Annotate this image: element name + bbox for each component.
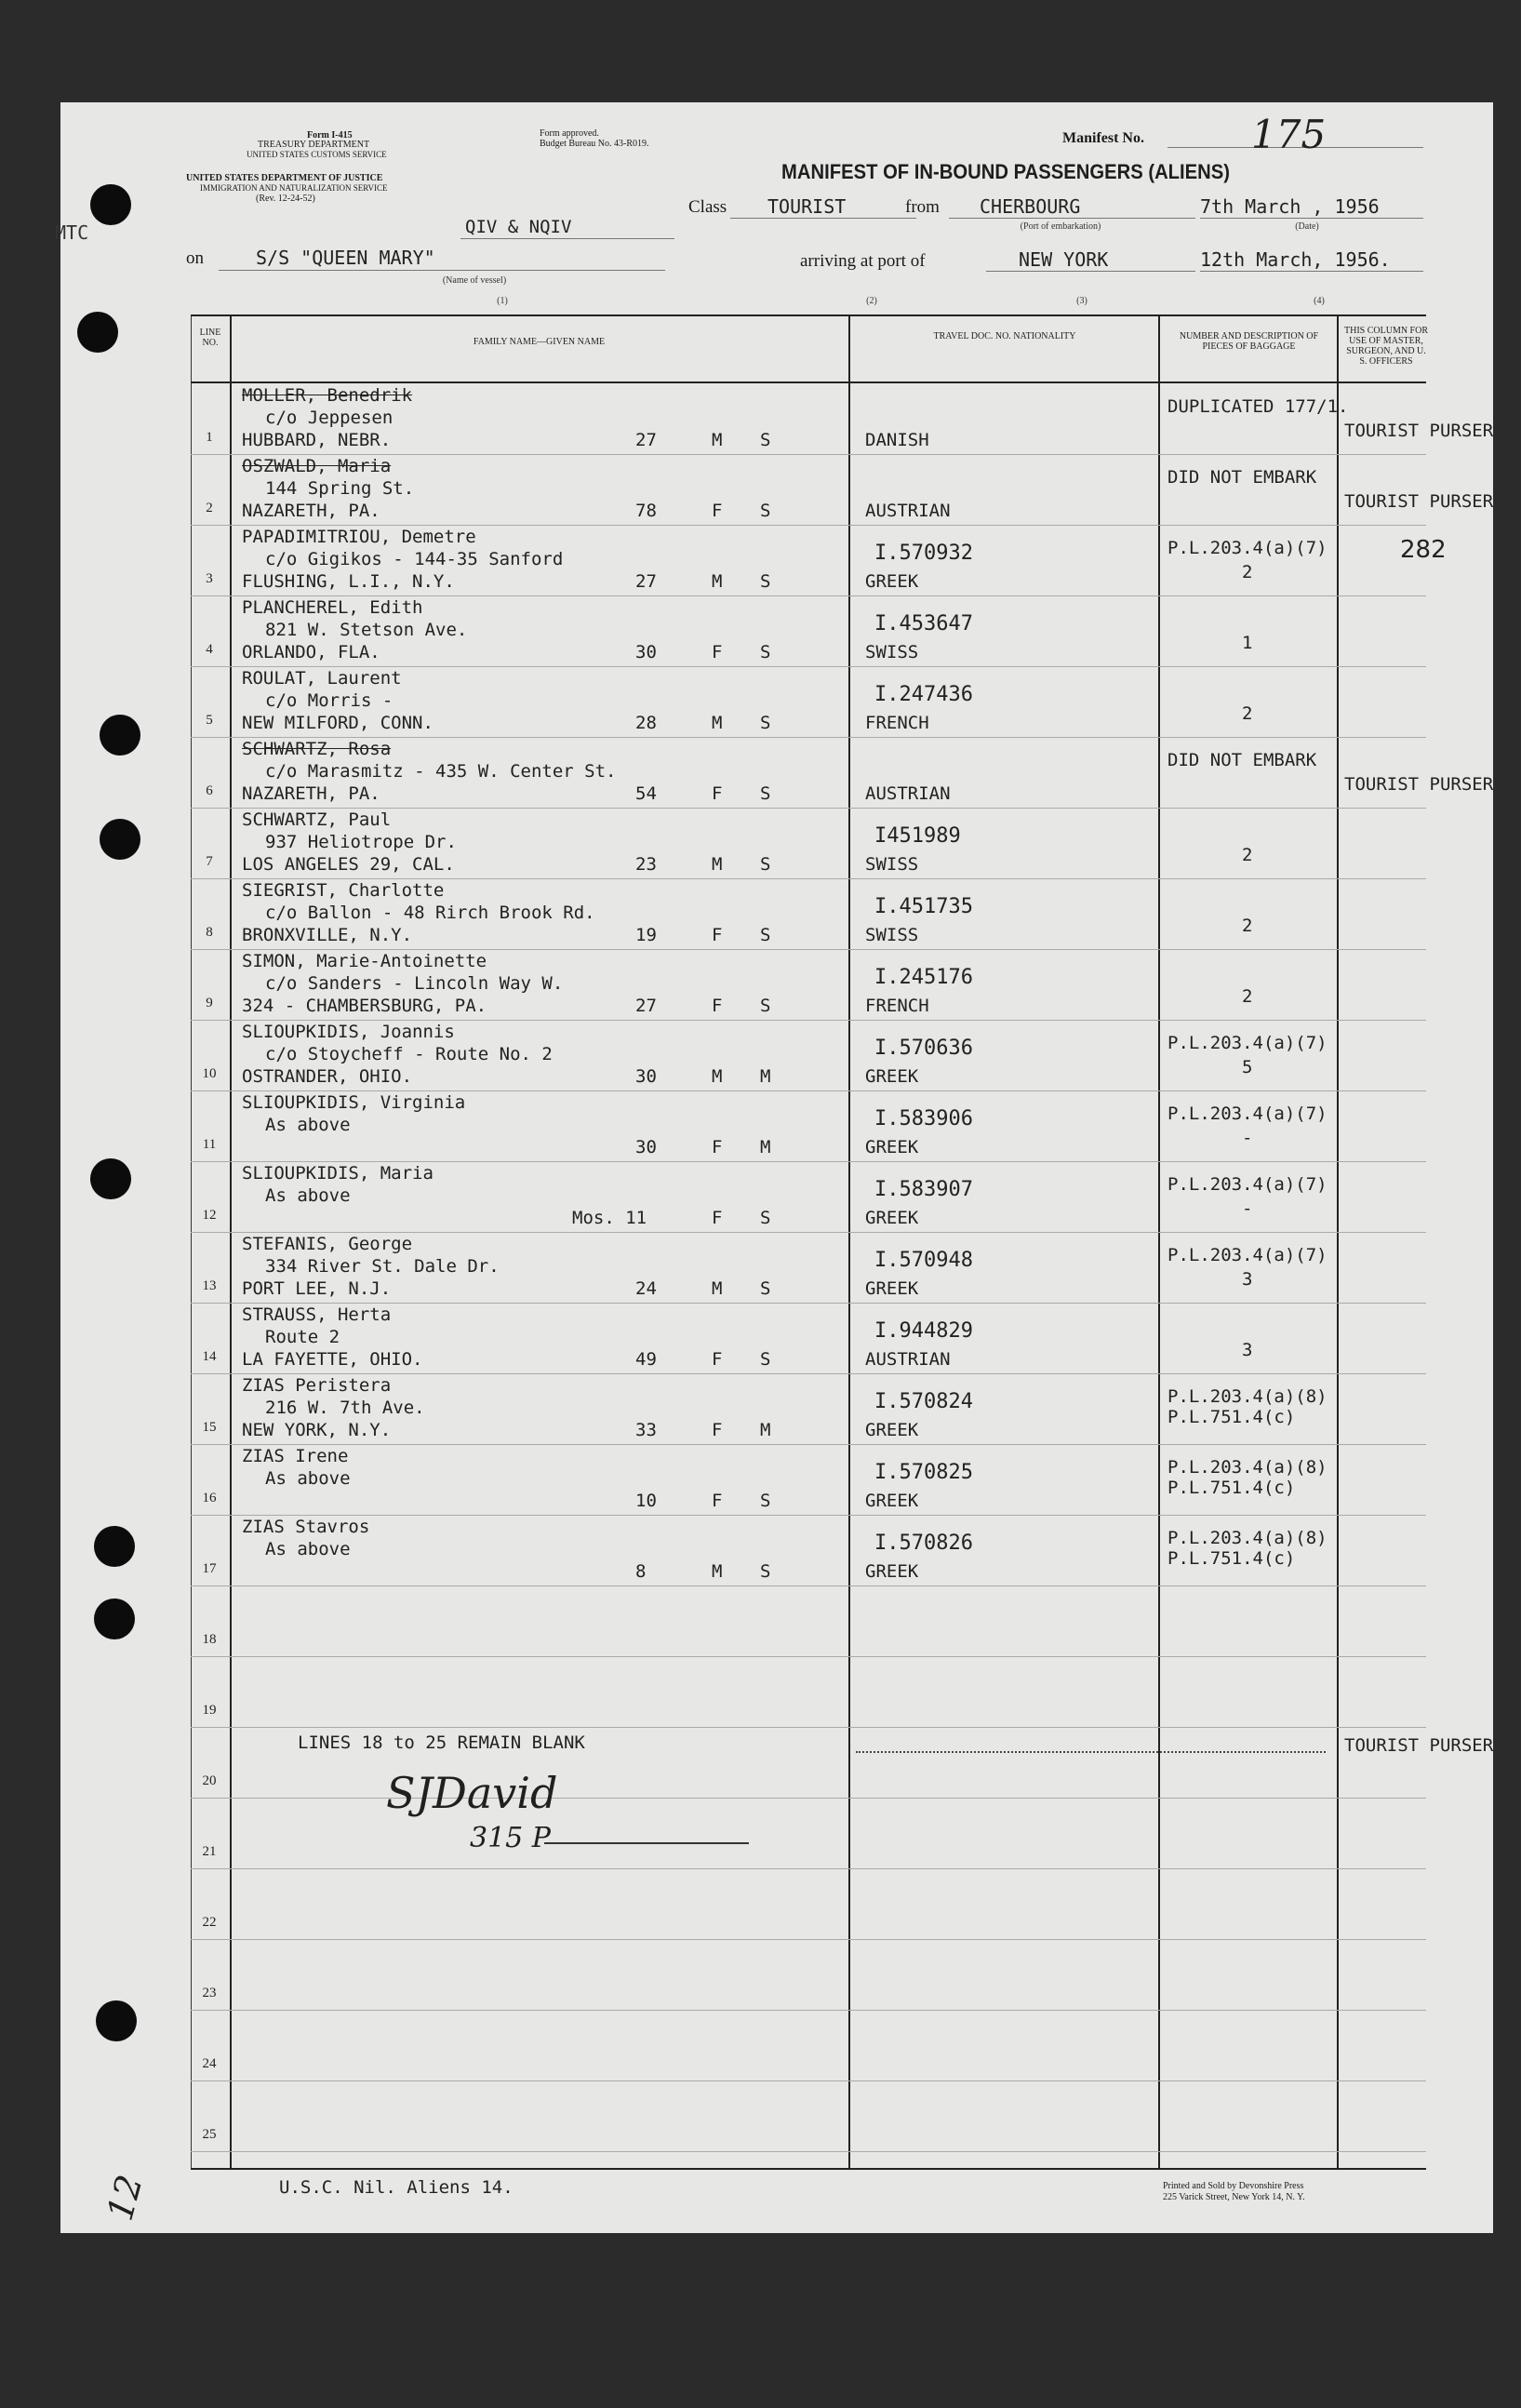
age: 27 <box>635 571 657 592</box>
col-header-baggage: NUMBER AND DESCRIPTION OF PIECES OF BAGGAGE <box>1179 331 1319 352</box>
officer-column: 282 <box>1400 536 1447 564</box>
baggage-line-1: P.L.203.4(a)(7) <box>1167 1033 1328 1053</box>
address-line: As above <box>265 1539 351 1559</box>
line-number: 16 <box>202 1491 217 1505</box>
baggage-line-1: P.L.203.4(a)(7) <box>1167 538 1328 558</box>
travel-doc: I451989 <box>874 824 961 848</box>
marital-status: S <box>760 642 771 662</box>
line-number: 1 <box>206 430 213 445</box>
arriving-label: arriving at port of <box>800 251 926 271</box>
city-line: NAZARETH, PA. <box>242 501 380 521</box>
address-line: Route 2 <box>265 1327 340 1347</box>
marital-status: S <box>760 783 771 804</box>
address-line: c/o Marasmitz - 435 W. Center St. <box>265 761 617 782</box>
line-number: 15 <box>202 1420 217 1435</box>
address-line: As above <box>265 1115 351 1135</box>
manifest-title: MANIFEST OF IN-BOUND PASSENGERS (ALIENS) <box>781 160 1231 183</box>
travel-doc: I.247436 <box>874 683 973 706</box>
age: 30 <box>635 642 657 662</box>
baggage-line-2: 3 <box>1242 1269 1253 1290</box>
baggage-line-1: P.L.203.4(a)(7) <box>1167 1174 1328 1195</box>
approval-line-2: Budget Bureau No. 43-R019. <box>540 139 649 149</box>
city-line: ORLANDO, FLA. <box>242 642 380 662</box>
table-row <box>191 1090 1426 1161</box>
sex: M <box>712 1066 723 1087</box>
passenger-name: SLIOUPKIDIS, Virginia <box>242 1092 466 1113</box>
baggage-line-1: DID NOT EMBARK <box>1167 750 1317 770</box>
sex: F <box>712 1349 723 1370</box>
baggage-line-1: DUPLICATED 177/1. <box>1167 396 1349 417</box>
travel-doc: I.583907 <box>874 1178 973 1201</box>
marital-status: M <box>760 1066 771 1087</box>
punch-hole <box>100 819 140 860</box>
mtc-mark: MTC <box>55 221 89 244</box>
line-number: 4 <box>206 642 213 657</box>
sex: F <box>712 1491 723 1511</box>
col-header-name: FAMILY NAME—GIVEN NAME <box>473 337 606 347</box>
age: 28 <box>635 713 657 733</box>
nationality: GREEK <box>865 1491 919 1511</box>
printer-line-1: Printed and Sold by Devonshire Press <box>1163 2181 1304 2191</box>
line-number: 17 <box>202 1561 217 1576</box>
city-line: PORT LEE, N.J. <box>242 1278 392 1299</box>
travel-doc: I.570825 <box>874 1461 973 1484</box>
table-row <box>191 737 1494 808</box>
age: 33 <box>635 1420 657 1440</box>
age: 27 <box>635 996 657 1016</box>
sex: F <box>712 501 723 521</box>
baggage-line-2: 5 <box>1242 1057 1253 1077</box>
city-line: NEW YORK, N.Y. <box>242 1420 392 1440</box>
table-row <box>191 1020 1426 1090</box>
baggage-line-2: 2 <box>1242 916 1253 936</box>
baggage-line-1: DID NOT EMBARK <box>1167 467 1317 488</box>
nationality: SWISS <box>865 854 919 875</box>
address-line: As above <box>265 1468 351 1489</box>
marital-status: S <box>760 430 771 450</box>
line-number: 14 <box>202 1349 217 1364</box>
line-number: 24 <box>202 2056 217 2071</box>
doj-line-2: IMMIGRATION AND NATURALIZATION SERVICE <box>200 183 388 193</box>
travel-doc: I.570636 <box>874 1037 973 1060</box>
age: 54 <box>635 783 657 804</box>
nationality: GREEK <box>865 1066 919 1087</box>
table-row <box>191 1303 1426 1373</box>
nationality: GREEK <box>865 571 919 592</box>
address-line: As above <box>265 1185 351 1206</box>
age: Mos. 11 <box>572 1208 647 1228</box>
nationality: GREEK <box>865 1137 919 1157</box>
sex: M <box>712 854 723 875</box>
line-number: 10 <box>202 1066 217 1081</box>
table-row <box>191 808 1426 878</box>
sex: F <box>712 1137 723 1157</box>
col-header-travel: TRAVEL DOC. NO. NATIONALITY <box>933 331 1076 341</box>
city-line: NAZARETH, PA. <box>242 783 380 804</box>
passenger-name: SLIOUPKIDIS, Joannis <box>242 1022 455 1042</box>
age: 19 <box>635 925 657 945</box>
passenger-name: SCHWARTZ, Rosa <box>242 739 392 759</box>
age: 23 <box>635 854 657 875</box>
nationality: GREEK <box>865 1278 919 1299</box>
sex: F <box>712 642 723 662</box>
city-line: LOS ANGELES 29, CAL. <box>242 854 455 875</box>
table-row <box>191 595 1426 666</box>
passenger-name: ROULAT, Laurent <box>242 668 402 689</box>
baggage-line-2: 2 <box>1242 986 1253 1007</box>
col-header-line-no: LINE NO. <box>199 328 221 348</box>
passenger-name: STEFANIS, George <box>242 1234 413 1254</box>
remain-blank-officer: TOURIST PURSER <box>1344 1735 1494 1756</box>
line-number: 19 <box>202 1703 217 1718</box>
city-line: OSTRANDER, OHIO. <box>242 1066 413 1087</box>
passenger-name: ZIAS Irene <box>242 1446 349 1466</box>
form-service: UNITED STATES CUSTOMS SERVICE <box>247 150 387 159</box>
baggage-line-2: P.L.751.4(c) <box>1167 1548 1296 1569</box>
marital-status: S <box>760 1491 771 1511</box>
baggage-line-2: 2 <box>1242 703 1253 724</box>
travel-doc: I.453647 <box>874 612 973 635</box>
address-line: 821 W. Stetson Ave. <box>265 620 468 640</box>
baggage-line-1: P.L.203.4(a)(8) <box>1167 1386 1328 1407</box>
col-num-2: (2) <box>866 296 877 306</box>
line-number: 20 <box>202 1773 217 1788</box>
passenger-name: SIEGRIST, Charlotte <box>242 880 445 901</box>
date-caption: (Date) <box>1295 221 1319 232</box>
sex: F <box>712 1208 723 1228</box>
baggage-line-1: P.L.203.4(a)(8) <box>1167 1528 1328 1548</box>
baggage-line-2: - <box>1242 1128 1253 1148</box>
table-row <box>191 666 1426 737</box>
line-number: 21 <box>202 1844 217 1859</box>
nationality: FRENCH <box>865 713 929 733</box>
marital-status: S <box>760 713 771 733</box>
nationality: GREEK <box>865 1561 919 1582</box>
address-line: c/o Morris - <box>265 690 394 711</box>
travel-doc: I.570932 <box>874 542 973 565</box>
punch-hole <box>100 715 140 756</box>
signature-sub: 315 P <box>470 1822 551 1854</box>
marital-status: S <box>760 1561 771 1582</box>
line-number: 18 <box>202 1632 217 1647</box>
line-number: 22 <box>202 1915 217 1930</box>
table-row <box>191 1232 1426 1303</box>
address-line: c/o Stoycheff - Route No. 2 <box>265 1044 553 1064</box>
table-row <box>191 1161 1426 1232</box>
passenger-name: SLIOUPKIDIS, Maria <box>242 1163 434 1184</box>
line-number: 3 <box>206 571 213 586</box>
address-line: 144 Spring St. <box>265 478 415 499</box>
arrival-date: 12th March, 1956. <box>1200 248 1391 271</box>
city-line: HUBBARD, NEBR. <box>242 430 392 450</box>
nationality: SWISS <box>865 925 919 945</box>
punch-hole <box>94 1599 135 1639</box>
line-number: 5 <box>206 713 213 728</box>
city-line: 324 - CHAMBERSBURG, PA. <box>242 996 487 1016</box>
nationality: AUSTRIAN <box>865 501 951 521</box>
sex: M <box>712 430 723 450</box>
sex: F <box>712 996 723 1016</box>
manifest-table <box>191 314 1494 2170</box>
sex: F <box>712 783 723 804</box>
nationality: GREEK <box>865 1208 919 1228</box>
travel-doc: I.570826 <box>874 1532 973 1555</box>
sex: F <box>712 925 723 945</box>
vessel-name: S/S "QUEEN MARY" <box>256 247 435 269</box>
marital-status: M <box>760 1137 771 1157</box>
baggage-line-1: P.L.203.4(a)(7) <box>1167 1104 1328 1124</box>
vessel-caption: (Name of vessel) <box>442 275 507 286</box>
line-number: 6 <box>206 783 213 798</box>
passenger-name: SCHWARTZ, Paul <box>242 809 392 830</box>
nationality: FRENCH <box>865 996 929 1016</box>
travel-doc: I.570824 <box>874 1390 973 1413</box>
marital-status: S <box>760 1278 771 1299</box>
baggage-line-2: 2 <box>1242 845 1253 865</box>
age: 30 <box>635 1137 657 1157</box>
address-line: c/o Ballon - 48 Rirch Brook Rd. <box>265 903 595 923</box>
manifest-no-handwritten: 175 <box>1251 112 1327 157</box>
travel-doc: I.944829 <box>874 1319 973 1343</box>
form-no: Form I-415 <box>307 130 353 140</box>
date-from: 7th March , 1956 <box>1200 195 1380 218</box>
table-row <box>191 1444 1426 1515</box>
table-row <box>191 949 1426 1020</box>
visa-class-note: QIV & NQIV <box>465 217 572 237</box>
from-label: from <box>905 197 940 217</box>
col-num-3: (3) <box>1076 296 1087 306</box>
punch-hole <box>77 312 118 353</box>
table-row <box>191 1515 1426 1585</box>
doj-line-1: UNITED STATES DEPARTMENT OF JUSTICE <box>186 173 383 183</box>
age: 10 <box>635 1491 657 1511</box>
table-row <box>191 1373 1426 1444</box>
line-number: 11 <box>202 1137 217 1152</box>
marital-status: S <box>760 1208 771 1228</box>
passenger-name: SIMON, Marie-Antoinette <box>242 951 487 971</box>
age: 49 <box>635 1349 657 1370</box>
form-dept: TREASURY DEPARTMENT <box>258 140 370 150</box>
travel-doc: I.451735 <box>874 895 973 918</box>
port-caption: (Port of embarkation) <box>1020 221 1101 232</box>
doj-line-3: (Rev. 12-24-52) <box>256 194 315 204</box>
nationality: GREEK <box>865 1420 919 1440</box>
passenger-name: PLANCHEREL, Edith <box>242 597 423 618</box>
passenger-name: ZIAS Peristera <box>242 1375 392 1396</box>
remain-blank-note: LINES 18 to 25 REMAIN BLANK <box>298 1732 585 1753</box>
punch-hole <box>90 1158 131 1199</box>
from-value: CHERBOURG <box>980 195 1081 218</box>
sex: M <box>712 1278 723 1299</box>
travel-doc: I.583906 <box>874 1107 973 1130</box>
line-number: 8 <box>206 925 213 940</box>
marital-status: S <box>760 854 771 875</box>
line-number: 2 <box>206 501 213 515</box>
address-line: c/o Jeppesen <box>265 408 394 428</box>
city-line: BRONXVILLE, N.Y. <box>242 925 413 945</box>
line-number: 12 <box>202 1208 217 1223</box>
nationality: AUSTRIAN <box>865 1349 951 1370</box>
officer-column: TOURIST PURSER <box>1344 491 1494 512</box>
address-line: 216 W. 7th Ave. <box>265 1398 425 1418</box>
line-number: 23 <box>202 1986 217 2000</box>
city-line: NEW MILFORD, CONN. <box>242 713 434 733</box>
manifest-sheet <box>55 102 1494 2233</box>
travel-doc: I.570948 <box>874 1249 973 1272</box>
officer-column: TOURIST PURSER <box>1344 774 1494 795</box>
nationality: SWISS <box>865 642 919 662</box>
baggage-line-2: P.L.751.4(c) <box>1167 1478 1296 1498</box>
footer-note: U.S.C. Nil. Aliens 14. <box>279 2177 514 2198</box>
col-num-4: (4) <box>1314 296 1325 306</box>
age: 78 <box>635 501 657 521</box>
punch-hole <box>96 2000 137 2041</box>
baggage-line-2: 3 <box>1242 1340 1253 1360</box>
address-line: 937 Heliotrope Dr. <box>265 832 457 852</box>
city-line: FLUSHING, L.I., N.Y. <box>242 571 455 592</box>
baggage-line-2: 2 <box>1242 562 1253 582</box>
baggage-line-2: - <box>1242 1198 1253 1219</box>
passenger-name: PAPADIMITRIOU, Demetre <box>242 527 476 547</box>
passenger-name: STRAUSS, Herta <box>242 1304 392 1325</box>
sex: F <box>712 1420 723 1440</box>
age: 27 <box>635 430 657 450</box>
table-row <box>191 383 1494 454</box>
line-number: 25 <box>202 2127 217 2142</box>
margin-mark: 12 <box>99 2170 151 2226</box>
on-label: on <box>186 248 204 268</box>
sex: M <box>712 713 723 733</box>
address-line: 334 River St. Dale Dr. <box>265 1256 500 1277</box>
arrival-port: NEW YORK <box>1019 248 1109 271</box>
baggage-line-1: P.L.203.4(a)(7) <box>1167 1245 1328 1265</box>
address-line: c/o Sanders - Lincoln Way W. <box>265 973 564 994</box>
line-number: 13 <box>202 1278 217 1293</box>
marital-status: S <box>760 571 771 592</box>
table-row <box>191 878 1426 949</box>
line-number: 7 <box>206 854 213 869</box>
nationality: AUSTRIAN <box>865 783 951 804</box>
printer-line-2: 225 Varick Street, New York 14, N. Y. <box>1163 2192 1305 2202</box>
marital-status: S <box>760 501 771 521</box>
age: 8 <box>635 1561 647 1582</box>
signature: SJDavid <box>386 1768 558 1818</box>
marital-status: S <box>760 996 771 1016</box>
table-row <box>191 454 1494 525</box>
travel-doc: I.245176 <box>874 966 973 989</box>
punch-hole <box>94 1526 135 1567</box>
baggage-line-2: 1 <box>1242 633 1253 653</box>
officer-column: TOURIST PURSER <box>1344 421 1494 441</box>
marital-status: S <box>760 925 771 945</box>
passenger-name: OSZWALD, Maria <box>242 456 392 476</box>
city-line: LA FAYETTE, OHIO. <box>242 1349 423 1370</box>
baggage-line-2: P.L.751.4(c) <box>1167 1407 1296 1427</box>
baggage-line-1: P.L.203.4(a)(8) <box>1167 1457 1328 1478</box>
approval-line-1: Form approved. <box>540 128 599 139</box>
marital-status: M <box>760 1420 771 1440</box>
punch-hole <box>90 184 131 225</box>
nationality: DANISH <box>865 430 929 450</box>
table-row <box>191 525 1447 595</box>
age: 24 <box>635 1278 657 1299</box>
sex: M <box>712 1561 723 1582</box>
class-value: TOURIST <box>767 195 847 218</box>
sex: M <box>712 571 723 592</box>
col-header-officers: THIS COLUMN FOR USE OF MASTER, SURGEON, AND U. S. OFFICERS <box>1344 326 1429 367</box>
class-label: Class <box>688 197 727 217</box>
address-line: c/o Gigikos - 144-35 Sanford <box>265 549 564 569</box>
manifest-no-label: Manifest No. <box>1062 130 1144 146</box>
passenger-name: MOLLER, Benedrik <box>242 385 413 406</box>
col-num-1: (1) <box>497 296 508 306</box>
passenger-name: ZIAS Stavros <box>242 1517 370 1537</box>
age: 30 <box>635 1066 657 1087</box>
line-number: 9 <box>206 996 213 1010</box>
marital-status: S <box>760 1349 771 1370</box>
